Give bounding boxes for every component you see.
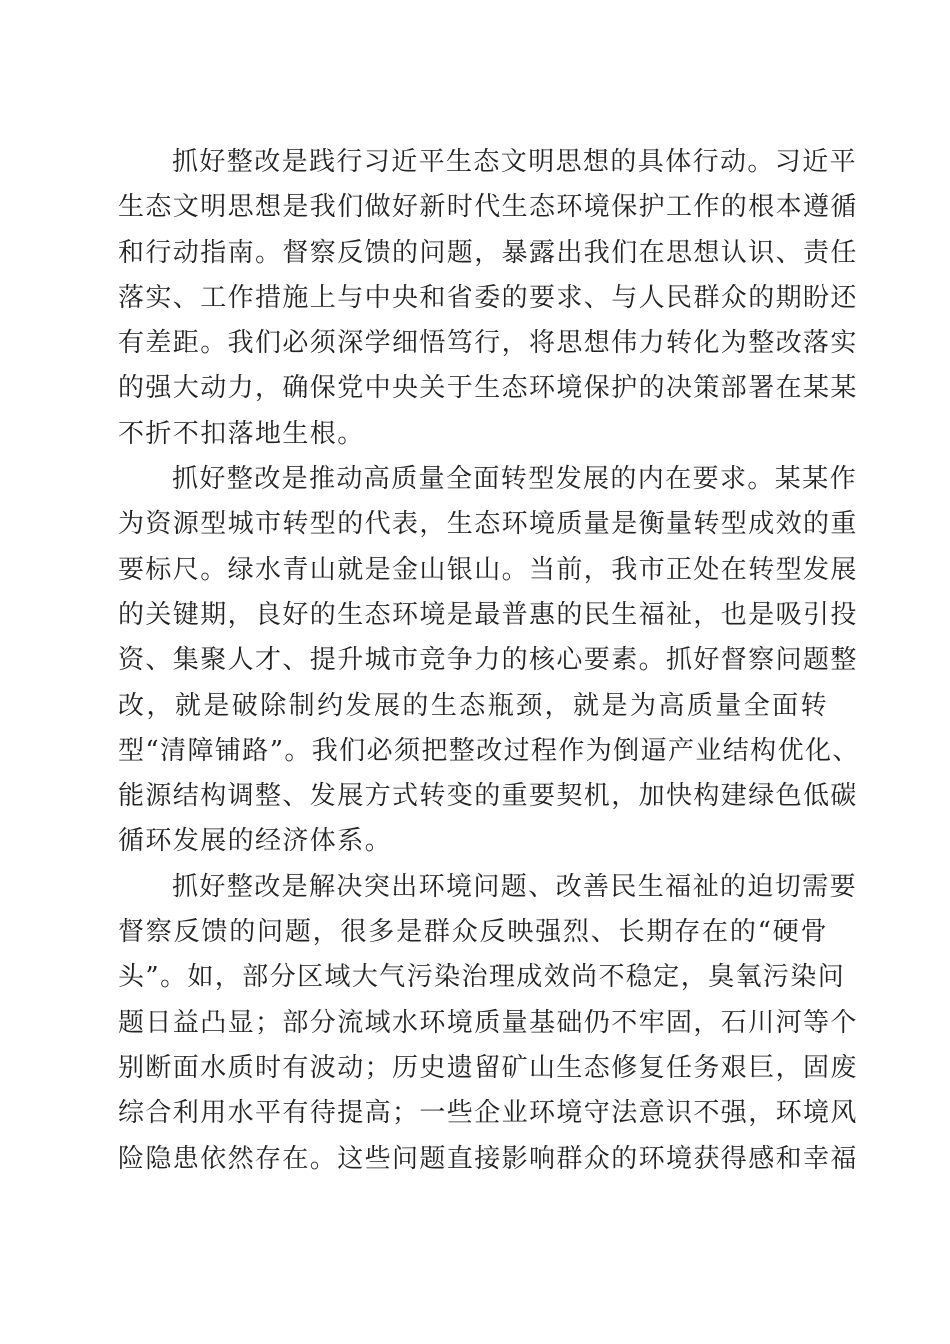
text-line: 资、集聚人才、提升城市竞争力的核心要素。抓好督察问题整 xyxy=(118,645,858,676)
text-line: 的关键期，良好的生态环境是最普惠的民生福祉，也是吸引投 xyxy=(118,599,858,630)
document-body xyxy=(118,140,860,1182)
text-line: 为资源型城市转型的代表，生态环境质量是衡量转型成效的重 xyxy=(118,509,858,540)
text-line: 别断面水质时有波动；历史遗留矿山生态修复任务艰巨，固废 xyxy=(118,1052,858,1083)
text-line: 改，就是破除制约发展的生态瓶颈，就是为高质量全面转 xyxy=(118,690,828,721)
paragraph-high-quality-transformation xyxy=(118,457,860,865)
text-line: 落实、工作措施上与中央和省委的要求、与人民群众的期盼还 xyxy=(118,282,858,313)
text-line: 抓好整改是推动高质量全面转型发展的内在要求。某某作 xyxy=(172,464,858,495)
text-line: 要标尺。绿水青山就是金山银山。当前，我市正处在转型发展 xyxy=(118,554,858,585)
text-line: 和行动指南。督察反馈的问题，暴露出我们在思想认识、责任 xyxy=(118,237,858,268)
text-line: 抓好整改是践行习近平生态文明思想的具体行动。习近平 xyxy=(172,147,858,177)
text-line: 型“清障铺路”。我们必须把整改过程作为倒逼产业结构优化、 xyxy=(118,735,860,766)
text-line: 不折不扣落地生根。 xyxy=(118,418,365,449)
text-line: 能源结构调整、发展方式转变的重要契机，加快构建绿色低碳 xyxy=(118,781,858,812)
text-line: 有差距。我们必须深学细悟笃行，将思想伟力转化为整改落实 xyxy=(118,328,858,359)
text-line: 督察反馈的问题，很多是群众反映强烈、长期存在的“硬骨 xyxy=(118,917,828,948)
text-line: 险隐患依然存在。这些问题直接影响群众的环境获得感和幸福 xyxy=(118,1143,858,1174)
paragraph-environmental-problems xyxy=(118,865,858,1182)
text-line: 头”。如，部分区域大气污染治理成效尚不稳定，臭氧污染问 xyxy=(118,962,846,993)
text-line: 循环发展的经济体系。 xyxy=(118,826,393,857)
paragraph-ecological-civilization-thought xyxy=(118,140,858,457)
text-line: 生态文明思想是我们做好新时代生态环境保护工作的根本遵循 xyxy=(118,192,858,223)
text-line: 的强大动力，确保党中央关于生态环境保护的决策部署在某某 xyxy=(118,373,858,404)
text-line: 综合利用水平有待提高；一些企业环境守法意识不强，环境风 xyxy=(118,1098,858,1129)
text-line: 抓好整改是解决突出环境问题、改善民生福祉的迫切需要 xyxy=(172,871,858,902)
text-line: 题日益凸显；部分流域水环境质量基础仍不牢固，石川河等个 xyxy=(118,1007,858,1038)
